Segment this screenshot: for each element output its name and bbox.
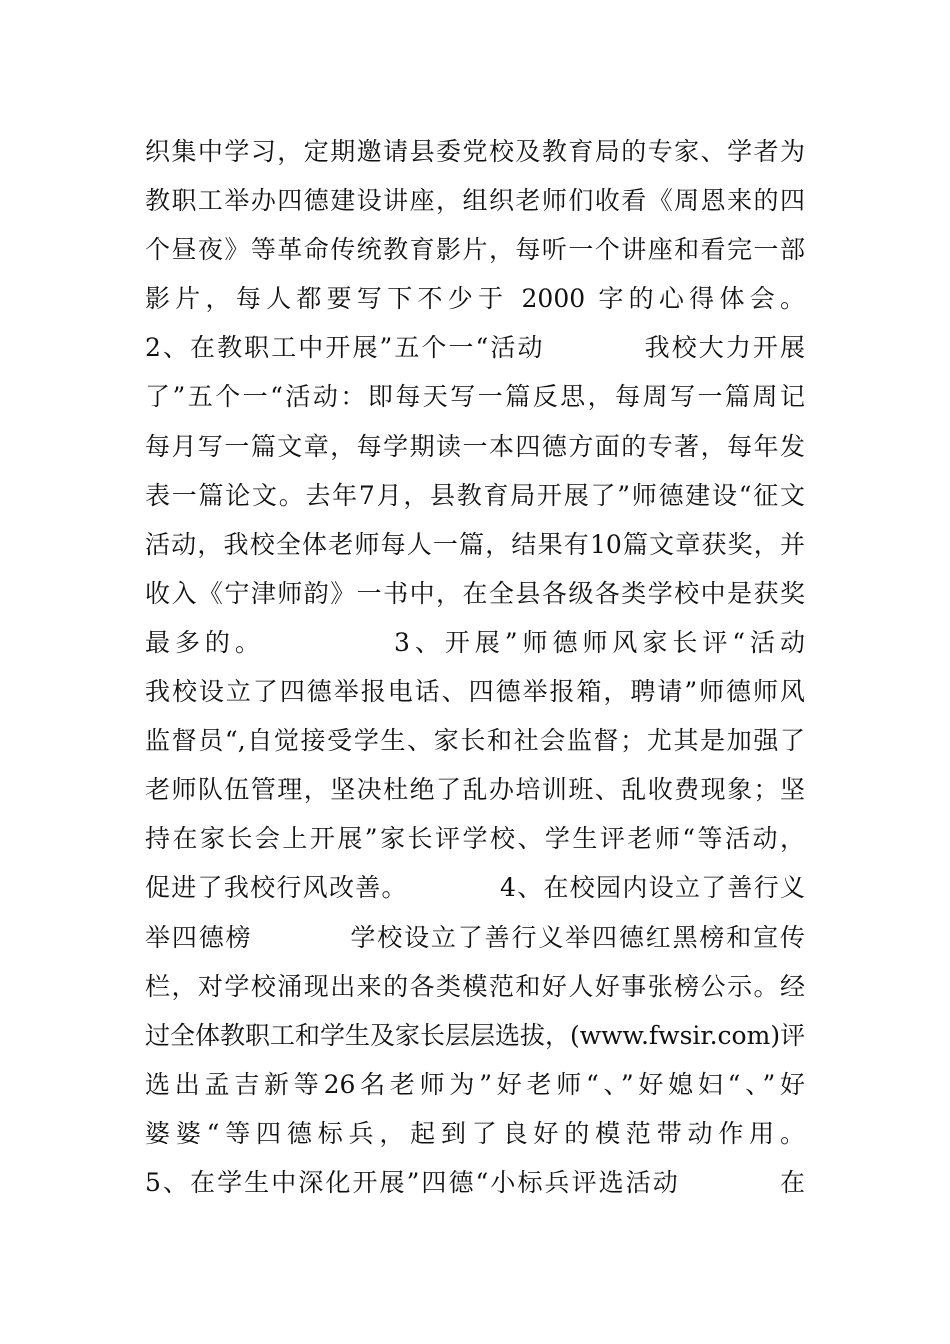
text-line: 活动，我校全体老师每人一篇，结果有10篇文章获奖，并 xyxy=(145,529,805,559)
text-line: 5、在学生中深化开展”四德“小标兵评选活动 在 xyxy=(145,1167,805,1197)
text-line: 个昼夜》等革命传统教育影片，每听一个讲座和看完一部 xyxy=(145,235,805,265)
text-line: 促进了我校行风改善。 4、在校园内设立了善行义 xyxy=(145,873,805,903)
text-line: 监督员“,自觉接受学生、家长和社会监督；尤其是加强了 xyxy=(145,726,805,756)
text-line: 婆婆“等四德标兵，起到了良好的模范带动作用。 xyxy=(145,1118,805,1148)
text-line: 过全体教职工和学生及家长层层选拔，(www.fwsir.com)评 xyxy=(145,1020,805,1050)
text-line: 栏，对学校涌现出来的各类模范和好人好事张榜公示。经 xyxy=(145,971,805,1001)
text-line: 选出孟吉新等26名老师为”好老师“、”好媳妇“、”好 xyxy=(145,1069,805,1099)
text-line: 持在家长会上开展”家长评学校、学生评老师“等活动， xyxy=(145,824,805,854)
body-text xyxy=(145,127,805,1207)
text-line: 影片，每人都要写下不少于 2000 字的心得体会。 xyxy=(145,284,805,314)
text-line: 举四德榜 学校设立了善行义举四德红黑榜和宣传 xyxy=(145,922,805,952)
text-line: 最多的。 3、开展”师德师风家长评“活动 xyxy=(145,627,805,657)
text-line: 2、在教职工中开展”五个一“活动 我校大力开展 xyxy=(145,333,805,363)
text-line: 教职工举办四德建设讲座，组织老师们收看《周恩来的四 xyxy=(145,186,805,216)
text-line: 表一篇论文。去年7月，县教育局开展了”师德建设“征文 xyxy=(145,480,805,510)
text-line: 收入《宁津师韵》一书中，在全县各级各类学校中是获奖 xyxy=(145,578,805,608)
text-line: 我校设立了四德举报电话、四德举报箱，聘请”师德师风 xyxy=(145,677,805,707)
text-line: 每月写一篇文章，每学期读一本四德方面的专著，每年发 xyxy=(145,431,805,461)
text-line: 老师队伍管理，坚决杜绝了乱办培训班、乱收费现象；坚 xyxy=(145,775,805,805)
text-line: 织集中学习，定期邀请县委党校及教育局的专家、学者为 xyxy=(145,137,805,166)
text-line: 了”五个一“活动：即每天写一篇反思，每周写一篇周记 xyxy=(145,382,805,412)
